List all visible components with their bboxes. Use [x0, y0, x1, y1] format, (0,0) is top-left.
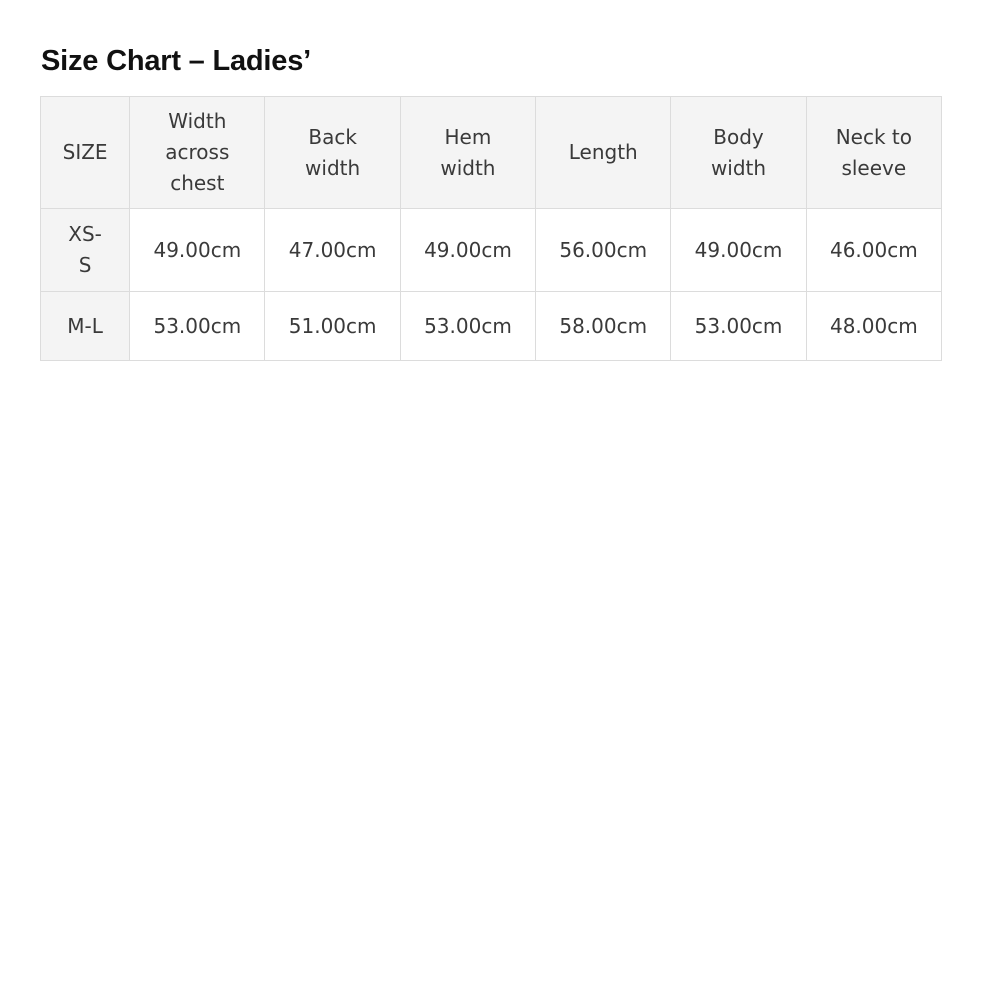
table-row [41, 209, 942, 292]
size-chart-table [40, 96, 942, 361]
width-across-chest-cell: 49.00cm [130, 209, 265, 292]
length-cell: 56.00cm [536, 209, 671, 292]
back-width-cell: 51.00cm [265, 292, 400, 361]
neck-to-sleeve-cell: 48.00cm [806, 292, 941, 361]
width-across-chest-cell: 53.00cm [130, 292, 265, 361]
table-row [41, 292, 942, 361]
hem-width-cell: 49.00cm [400, 209, 535, 292]
table-header-row [41, 97, 942, 209]
length-cell: 58.00cm [536, 292, 671, 361]
body-width-cell: 49.00cm [671, 209, 806, 292]
header-body-width: Body width [671, 97, 806, 209]
neck-to-sleeve-cell: 46.00cm [806, 209, 941, 292]
header-length: Length [536, 97, 671, 209]
size-label-cell: M-L [41, 292, 130, 361]
header-width-across-chest: Width across chest [130, 97, 265, 209]
header-size: SIZE [41, 97, 130, 209]
header-back-width: Back width [265, 97, 400, 209]
body-width-cell: 53.00cm [671, 292, 806, 361]
page-title: Size Chart – Ladies’ [41, 45, 311, 77]
header-neck-to-sleeve: Neck to sleeve [806, 97, 941, 209]
back-width-cell: 47.00cm [265, 209, 400, 292]
size-label-cell: XS-S [41, 209, 130, 292]
header-hem-width: Hem width [400, 97, 535, 209]
hem-width-cell: 53.00cm [400, 292, 535, 361]
